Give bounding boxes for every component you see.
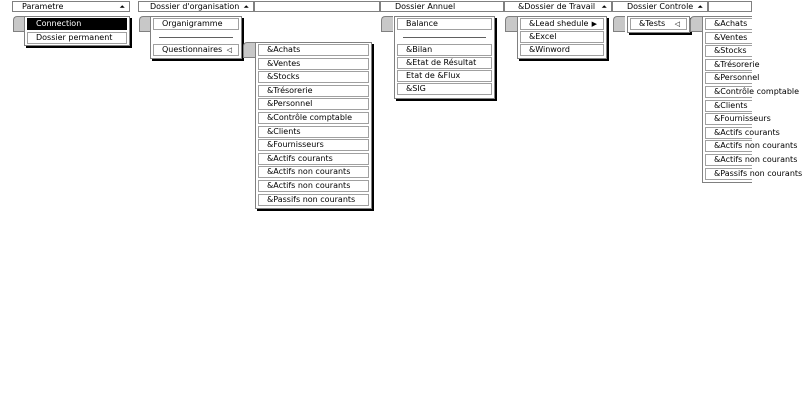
travail-dropdown <box>517 16 607 59</box>
questionnaire-item[interactable]: &Actifs non courants <box>258 180 369 192</box>
menu-tab <box>505 16 517 32</box>
menu-item-label: &Tests <box>639 19 666 28</box>
menu-item-organigramme[interactable]: Organigramme <box>153 18 239 30</box>
tests-item[interactable]: &Actifs courants <box>705 127 752 139</box>
menu-item-questionnaires[interactable] <box>153 44 239 56</box>
questionnaire-item[interactable]: &Passifs non courants <box>258 194 369 206</box>
menu-label: Dossier Controle <box>627 2 694 11</box>
questionnaire-item[interactable]: &Personnel <box>258 98 369 110</box>
menu-item-winword[interactable]: &Winword <box>520 44 604 56</box>
triangle-right-icon: ▶ <box>591 20 597 28</box>
menu-item-etat-flux[interactable]: Etat de &Flux <box>397 70 492 82</box>
menu-divider <box>403 37 486 38</box>
questionnaire-item[interactable]: &Stocks <box>258 71 369 83</box>
menu-dossier-travail[interactable] <box>504 1 612 12</box>
menu-divider <box>159 37 233 38</box>
triangle-up-icon: ⏶ <box>243 3 249 11</box>
menu-empty[interactable] <box>708 1 752 12</box>
menu-dossier-controle[interactable] <box>612 1 708 12</box>
tests-item[interactable]: &Contrôle comptable <box>705 86 752 98</box>
menu-item-label: &Lead shedule <box>529 19 589 28</box>
questionnaire-item[interactable]: &Contrôle comptable <box>258 112 369 124</box>
tests-item[interactable]: &Passifs non courants <box>705 168 752 180</box>
triangle-up-icon: ⏶ <box>601 3 607 11</box>
questionnaires-submenu <box>255 42 372 209</box>
questionnaire-item[interactable]: &Actifs courants <box>258 153 369 165</box>
tests-item[interactable]: &Actifs non courants <box>705 140 752 152</box>
menu-item-tests[interactable] <box>630 18 687 30</box>
menu-tab <box>243 42 255 58</box>
tests-item[interactable]: &Ventes <box>705 32 752 44</box>
menu-tab <box>613 16 625 32</box>
menu-label: &Dossier de Travail <box>518 2 596 11</box>
questionnaire-item[interactable]: &Trésorerie <box>258 85 369 97</box>
questionnaire-item[interactable]: &Fournisseurs <box>258 139 369 151</box>
tests-item[interactable]: &Actifs non courants <box>705 154 752 166</box>
menu-label: Dossier d'organisation <box>150 2 240 11</box>
menu-label: Parametre <box>22 2 64 11</box>
menu-item-label: Questionnaires <box>162 45 223 54</box>
menu-empty[interactable] <box>254 1 380 12</box>
triangle-up-icon: ⏶ <box>119 3 125 11</box>
menu-item-etat-resultat[interactable]: &Etat de Résultat <box>397 57 492 69</box>
tests-item[interactable]: &Achats <box>705 18 752 30</box>
questionnaire-item[interactable]: &Clients <box>258 126 369 138</box>
organisation-dropdown <box>150 16 242 59</box>
controle-dropdown <box>627 16 690 33</box>
triangle-left-icon: ◁ <box>226 46 232 54</box>
menu-item-dossier-permanent[interactable]: Dossier permanent <box>27 32 127 44</box>
tests-submenu <box>702 16 802 183</box>
menu-tab <box>381 16 393 32</box>
triangle-up-icon: ⏶ <box>697 3 703 11</box>
menu-label: Dossier Annuel <box>395 2 456 11</box>
tests-item[interactable]: &Personnel <box>705 72 752 84</box>
menu-item-excel[interactable]: &Excel <box>520 31 604 43</box>
questionnaire-item[interactable]: &Achats <box>258 44 369 56</box>
questionnaire-item[interactable]: &Actifs non courants <box>258 166 369 178</box>
tests-item[interactable]: &Stocks <box>705 45 752 57</box>
menu-item-connection[interactable]: Connection <box>27 18 127 30</box>
menu-dossier-organisation[interactable] <box>138 1 254 12</box>
annuel-dropdown <box>394 16 495 99</box>
menu-bar <box>0 0 752 14</box>
tests-item[interactable]: &Clients <box>705 100 752 112</box>
menu-item-sig[interactable]: &SIG <box>397 83 492 95</box>
menu-item-bilan[interactable]: &Bilan <box>397 44 492 56</box>
tests-item[interactable]: &Trésorerie <box>705 59 752 71</box>
tests-item[interactable]: &Fournisseurs <box>705 113 752 125</box>
menu-parametre[interactable] <box>12 1 130 12</box>
menu-dossier-annuel[interactable] <box>380 1 504 12</box>
menu-item-balance[interactable]: Balance <box>397 18 492 30</box>
menu-item-lead-shedule[interactable] <box>520 18 604 30</box>
parametre-dropdown <box>24 16 130 46</box>
menu-tab <box>690 16 702 32</box>
questionnaire-item[interactable]: &Ventes <box>258 58 369 70</box>
triangle-left-icon: ◁ <box>674 20 680 28</box>
